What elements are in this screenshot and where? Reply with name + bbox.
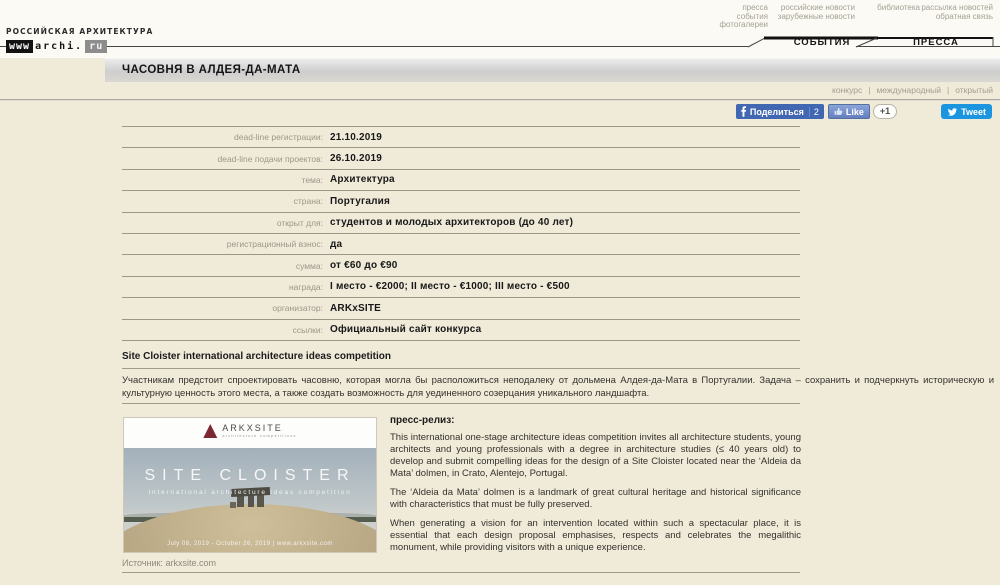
- press-release: [390, 415, 801, 561]
- nav-link-foreign-news[interactable]: зарубежные новости: [777, 11, 855, 21]
- table-row: [122, 254, 800, 275]
- thumbs-up-icon: [834, 107, 843, 116]
- row-label: dead-line подачи проектов:: [217, 153, 323, 164]
- dolmen-icon: [228, 484, 272, 510]
- google-plus-one-button[interactable]: [873, 104, 897, 119]
- arkxsite-logo: [203, 424, 296, 438]
- competition-details-table: [122, 126, 800, 341]
- logo-caption: РОССИЙСКАЯ АРХИТЕКТУРА: [6, 27, 154, 36]
- tag-competition[interactable]: конкурс: [832, 85, 863, 95]
- twitter-bird-icon: [947, 107, 958, 117]
- row-label: сумма:: [295, 260, 323, 271]
- row-label: тема:: [301, 174, 323, 185]
- logo-archi: archi.: [35, 41, 84, 52]
- tag-separator: |: [868, 85, 871, 95]
- page-title-bar: [105, 58, 1000, 82]
- facebook-share-button[interactable]: [736, 104, 824, 119]
- row-value: от €60 до €90: [330, 260, 398, 272]
- poster-subtitle: International architecture ideas competition: [148, 489, 352, 496]
- poster-dates-caption: July 08, 2019 - October 26, 2019 | www.arkxsite.com: [167, 541, 333, 547]
- nav-link-newsletter[interactable]: рассылка новостей: [921, 3, 993, 12]
- nav-link-press[interactable]: пресса: [742, 3, 768, 12]
- table-row: [122, 190, 800, 211]
- row-label: ссылки:: [292, 324, 323, 335]
- nav-link-feedback[interactable]: обратная связь: [935, 11, 993, 21]
- row-value: Португалия: [330, 195, 391, 207]
- competition-poster-image[interactable]: [123, 417, 377, 553]
- table-row: [122, 319, 800, 341]
- tag-separator: |: [947, 85, 950, 95]
- site-logo[interactable]: [6, 27, 153, 53]
- tag-open[interactable]: открытый: [955, 85, 993, 95]
- article-intro: Участникам предстоит спроектировать часовню, которая могла бы расположиться неподалеку от дольмена Алдея-да-Мата в Португалии. Задача – сохранить и подчеркнуть историческую и культурную ценность этого места, а также создать возможность для уединенного созерцания уникального ландшафта.: [122, 375, 994, 399]
- like-button[interactable]: [828, 104, 870, 119]
- row-label: организатор:: [272, 303, 323, 314]
- row-label: регистрационный взнос:: [226, 239, 323, 250]
- official-site-link[interactable]: Официальный сайт конкурса: [330, 324, 482, 336]
- facebook-share-count: 2: [809, 107, 819, 117]
- row-label: открыт для:: [276, 217, 323, 228]
- table-row: [122, 169, 800, 190]
- arkxsite-brand-tagline: architecture competitions: [222, 433, 297, 438]
- nav-column-site: [719, 4, 768, 30]
- page-title: ЧАСОВНЯ В АЛДЕЯ-ДА-МАТА: [122, 64, 301, 76]
- row-label: dead-line регистрации:: [234, 132, 323, 143]
- article-heading: Site Cloister international architecture ideas competition: [122, 351, 391, 362]
- press-paragraph: The ‘Aldeia da Mata’ dolmen is a landmark of great cultural heritage and historical significance with characteristics that must be fully preserved.: [390, 487, 801, 510]
- poster-brand-band: [124, 418, 376, 448]
- press-release-label: пресс-релиз:: [390, 415, 455, 426]
- source-line: [122, 558, 216, 568]
- divider: [0, 99, 1000, 101]
- tweet-button[interactable]: [941, 104, 992, 119]
- source-label: Источник:: [122, 558, 163, 568]
- arkxsite-brand-name: ARKXSITE: [222, 423, 283, 433]
- row-value: 21.10.2019: [330, 131, 383, 143]
- tab-events-label[interactable]: СОБЫТИЯ: [793, 37, 851, 48]
- nav-link-photogalleries[interactable]: фотогалереи: [719, 20, 768, 29]
- source-link[interactable]: arkxsite.com: [165, 558, 216, 568]
- table-row: [122, 297, 800, 318]
- tag-international[interactable]: международный: [876, 85, 942, 95]
- row-value: ARKxSITE: [330, 302, 382, 314]
- tweet-label: Tweet: [961, 106, 986, 117]
- nav-column-contact: [921, 4, 993, 21]
- row-value: Архитектура: [330, 174, 395, 186]
- logo-www: www: [6, 40, 33, 53]
- row-label: страна:: [293, 196, 323, 207]
- social-buttons: [736, 104, 992, 119]
- competition-tags: [832, 85, 993, 95]
- table-row: [122, 126, 800, 147]
- nav-column-news: [778, 4, 855, 21]
- nav-link-library[interactable]: библиотека: [877, 3, 920, 12]
- table-row: [122, 147, 800, 168]
- nav-link-events[interactable]: события: [736, 11, 768, 21]
- poster-title: SITE CLOISTER: [144, 467, 356, 484]
- table-row: [122, 233, 800, 254]
- press-paragraph: This international one-stage architecture ideas competition invites all architecture students, young architects and young professionals with a degree in architecture studies (≤ 40 years old) to develop and submit compelling ideas for the design of a Site Cloister located near the ‘Aldeia da Mata’ dolmen, in Crato, Alentejo, Portugal.: [390, 432, 801, 479]
- facebook-icon: [741, 106, 747, 117]
- press-paragraph: When generating a vision for an intervention located within such a spectacular place, it is essential that each design proposal emphasises, respects and celebrates the megalithic monument, while providing visitors with a unique experience.: [390, 518, 801, 553]
- facebook-share-label: Поделиться: [749, 106, 804, 117]
- row-value: да: [330, 238, 343, 250]
- row-value: 26.10.2019: [330, 153, 383, 165]
- row-label: награда:: [288, 281, 323, 292]
- table-row: [122, 276, 800, 297]
- row-value: I место - €2000; II место - €1000; III место - €500: [330, 281, 570, 293]
- logo-ru: ru: [85, 40, 107, 53]
- arkxsite-triangle-icon: [203, 424, 217, 438]
- divider: [122, 403, 800, 404]
- table-row: [122, 212, 800, 233]
- tab-press-label[interactable]: ПРЕССА: [913, 37, 959, 48]
- logo-archi-ru: [6, 40, 153, 53]
- plus-one-label: +1: [879, 106, 891, 116]
- like-label: Like: [845, 106, 864, 117]
- row-value: студентов и молодых архитекторов (до 40 лет): [330, 217, 574, 229]
- divider: [122, 368, 800, 369]
- header: [0, 0, 1000, 58]
- divider: [122, 572, 800, 573]
- nav-link-russian-news[interactable]: российские новости: [780, 3, 855, 12]
- nav-column-library: [877, 4, 920, 13]
